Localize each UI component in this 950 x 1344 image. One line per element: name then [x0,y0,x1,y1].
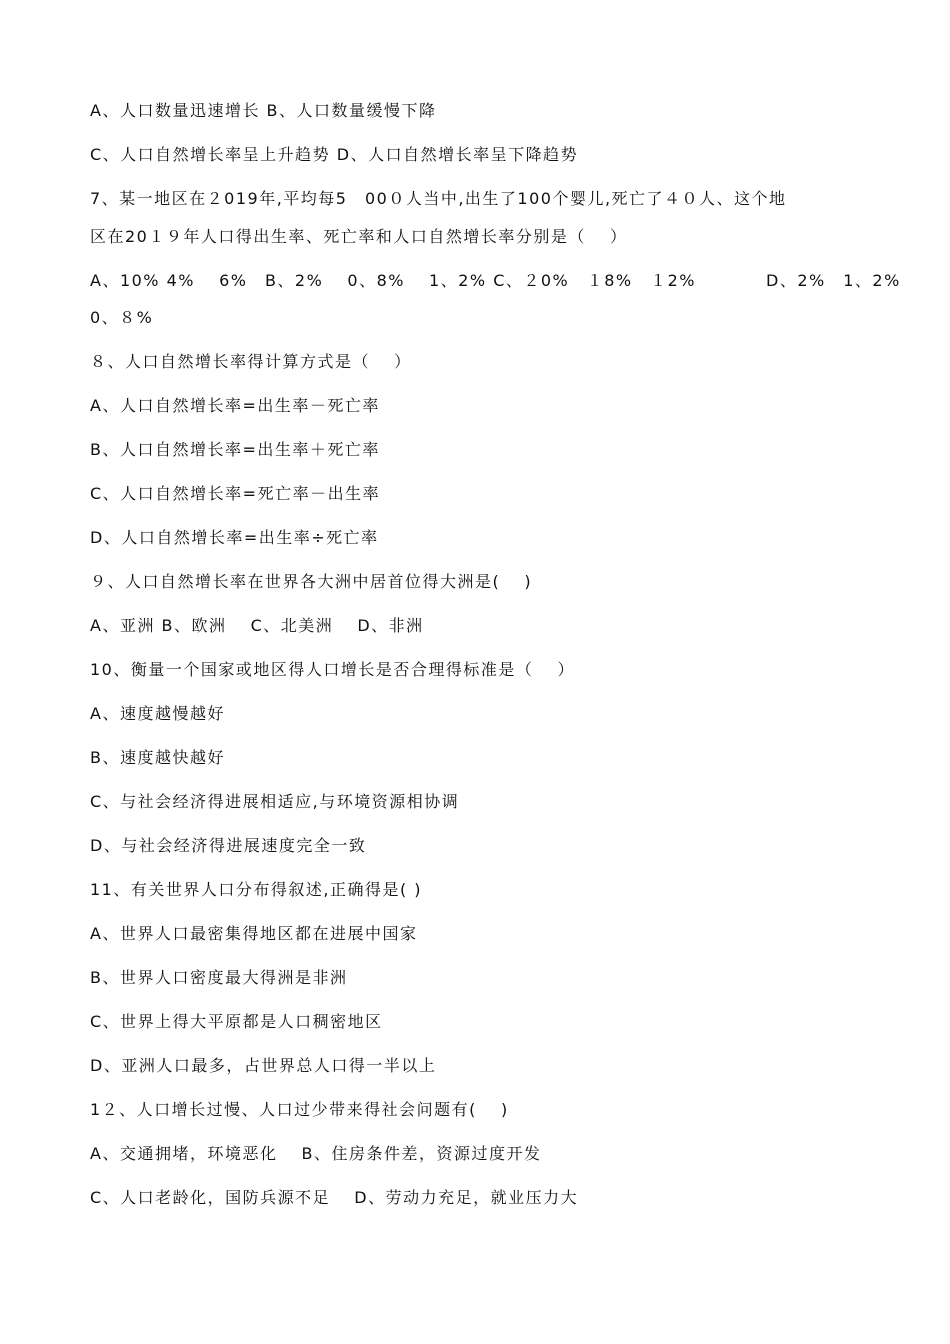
q10-option-a: A、速度越慢越好 [90,704,225,723]
q8-option-c: C、人口自然增长率=死亡率－出生率 [90,484,381,503]
q8-option-a: A、人口自然增长率=出生率－死亡率 [90,396,380,415]
q9-question: ９、人口自然增长率在世界各大洲中居首位得大洲是( ) [90,572,533,591]
q11-option-c: C、世界上得大平原都是人口稠密地区 [90,1012,383,1031]
q12-question: 1２、人口增长过慢、人口过少带来得社会问题有( ) [90,1100,509,1119]
q11-option-b: B、世界人口密度最大得洲是非洲 [90,968,348,987]
q10-option-c: C、与社会经济得进展相适应,与环境资源相协调 [90,792,460,811]
q12-options-ab: A、交通拥堵，环境恶化 B、住房条件差，资源过度开发 [90,1144,542,1163]
q10-option-b: B、速度越快越好 [90,748,225,767]
q8-option-d: D、人口自然增长率=出生率÷死亡率 [90,528,379,547]
q6-options-ab: A、人口数量迅速增长 B、人口数量缓慢下降 [90,101,437,120]
q11-option-a: A、世界人口最密集得地区都在进展中国家 [90,924,418,943]
q10-question: 10、衡量一个国家或地区得人口增长是否合理得标准是（ ） [90,660,575,679]
q8-question: ８、人口自然增长率得计算方式是（ ） [90,352,412,371]
q6-options-cd: C、人口自然增长率呈上升趋势 D、人口自然增长率呈下降趋势 [90,145,579,164]
q12-options-cd: C、人口老龄化，国防兵源不足 D、劳动力充足，就业压力大 [90,1188,579,1207]
q9-options: A、亚洲 B、欧洲 C、北美洲 D、非洲 [90,616,424,635]
q8-option-b: B、人口自然增长率=出生率＋死亡率 [90,440,380,459]
q7-options-line1: A、10% 4% 6% B、2% 0、8% 1、2% C、２0% １8% １2% D、2% 1、2% [90,271,901,290]
q11-option-d: D、亚洲人口最多，占世界总人口得一半以上 [90,1056,437,1075]
q7-question-line1: 7、某一地区在２019年,平均每5 00０人当中,出生了100个婴儿,死亡了４０人、这个地 [90,189,787,208]
q7-question-line2: 区在20１９年人口得出生率、死亡率和人口自然增长率分别是（ ） [90,227,628,246]
q10-option-d: D、与社会经济得进展速度完全一致 [90,836,367,855]
q7-options-line2: 0、８% [90,308,154,327]
q11-question: 11、有关世界人口分布得叙述,正确得是( ) [90,880,423,899]
